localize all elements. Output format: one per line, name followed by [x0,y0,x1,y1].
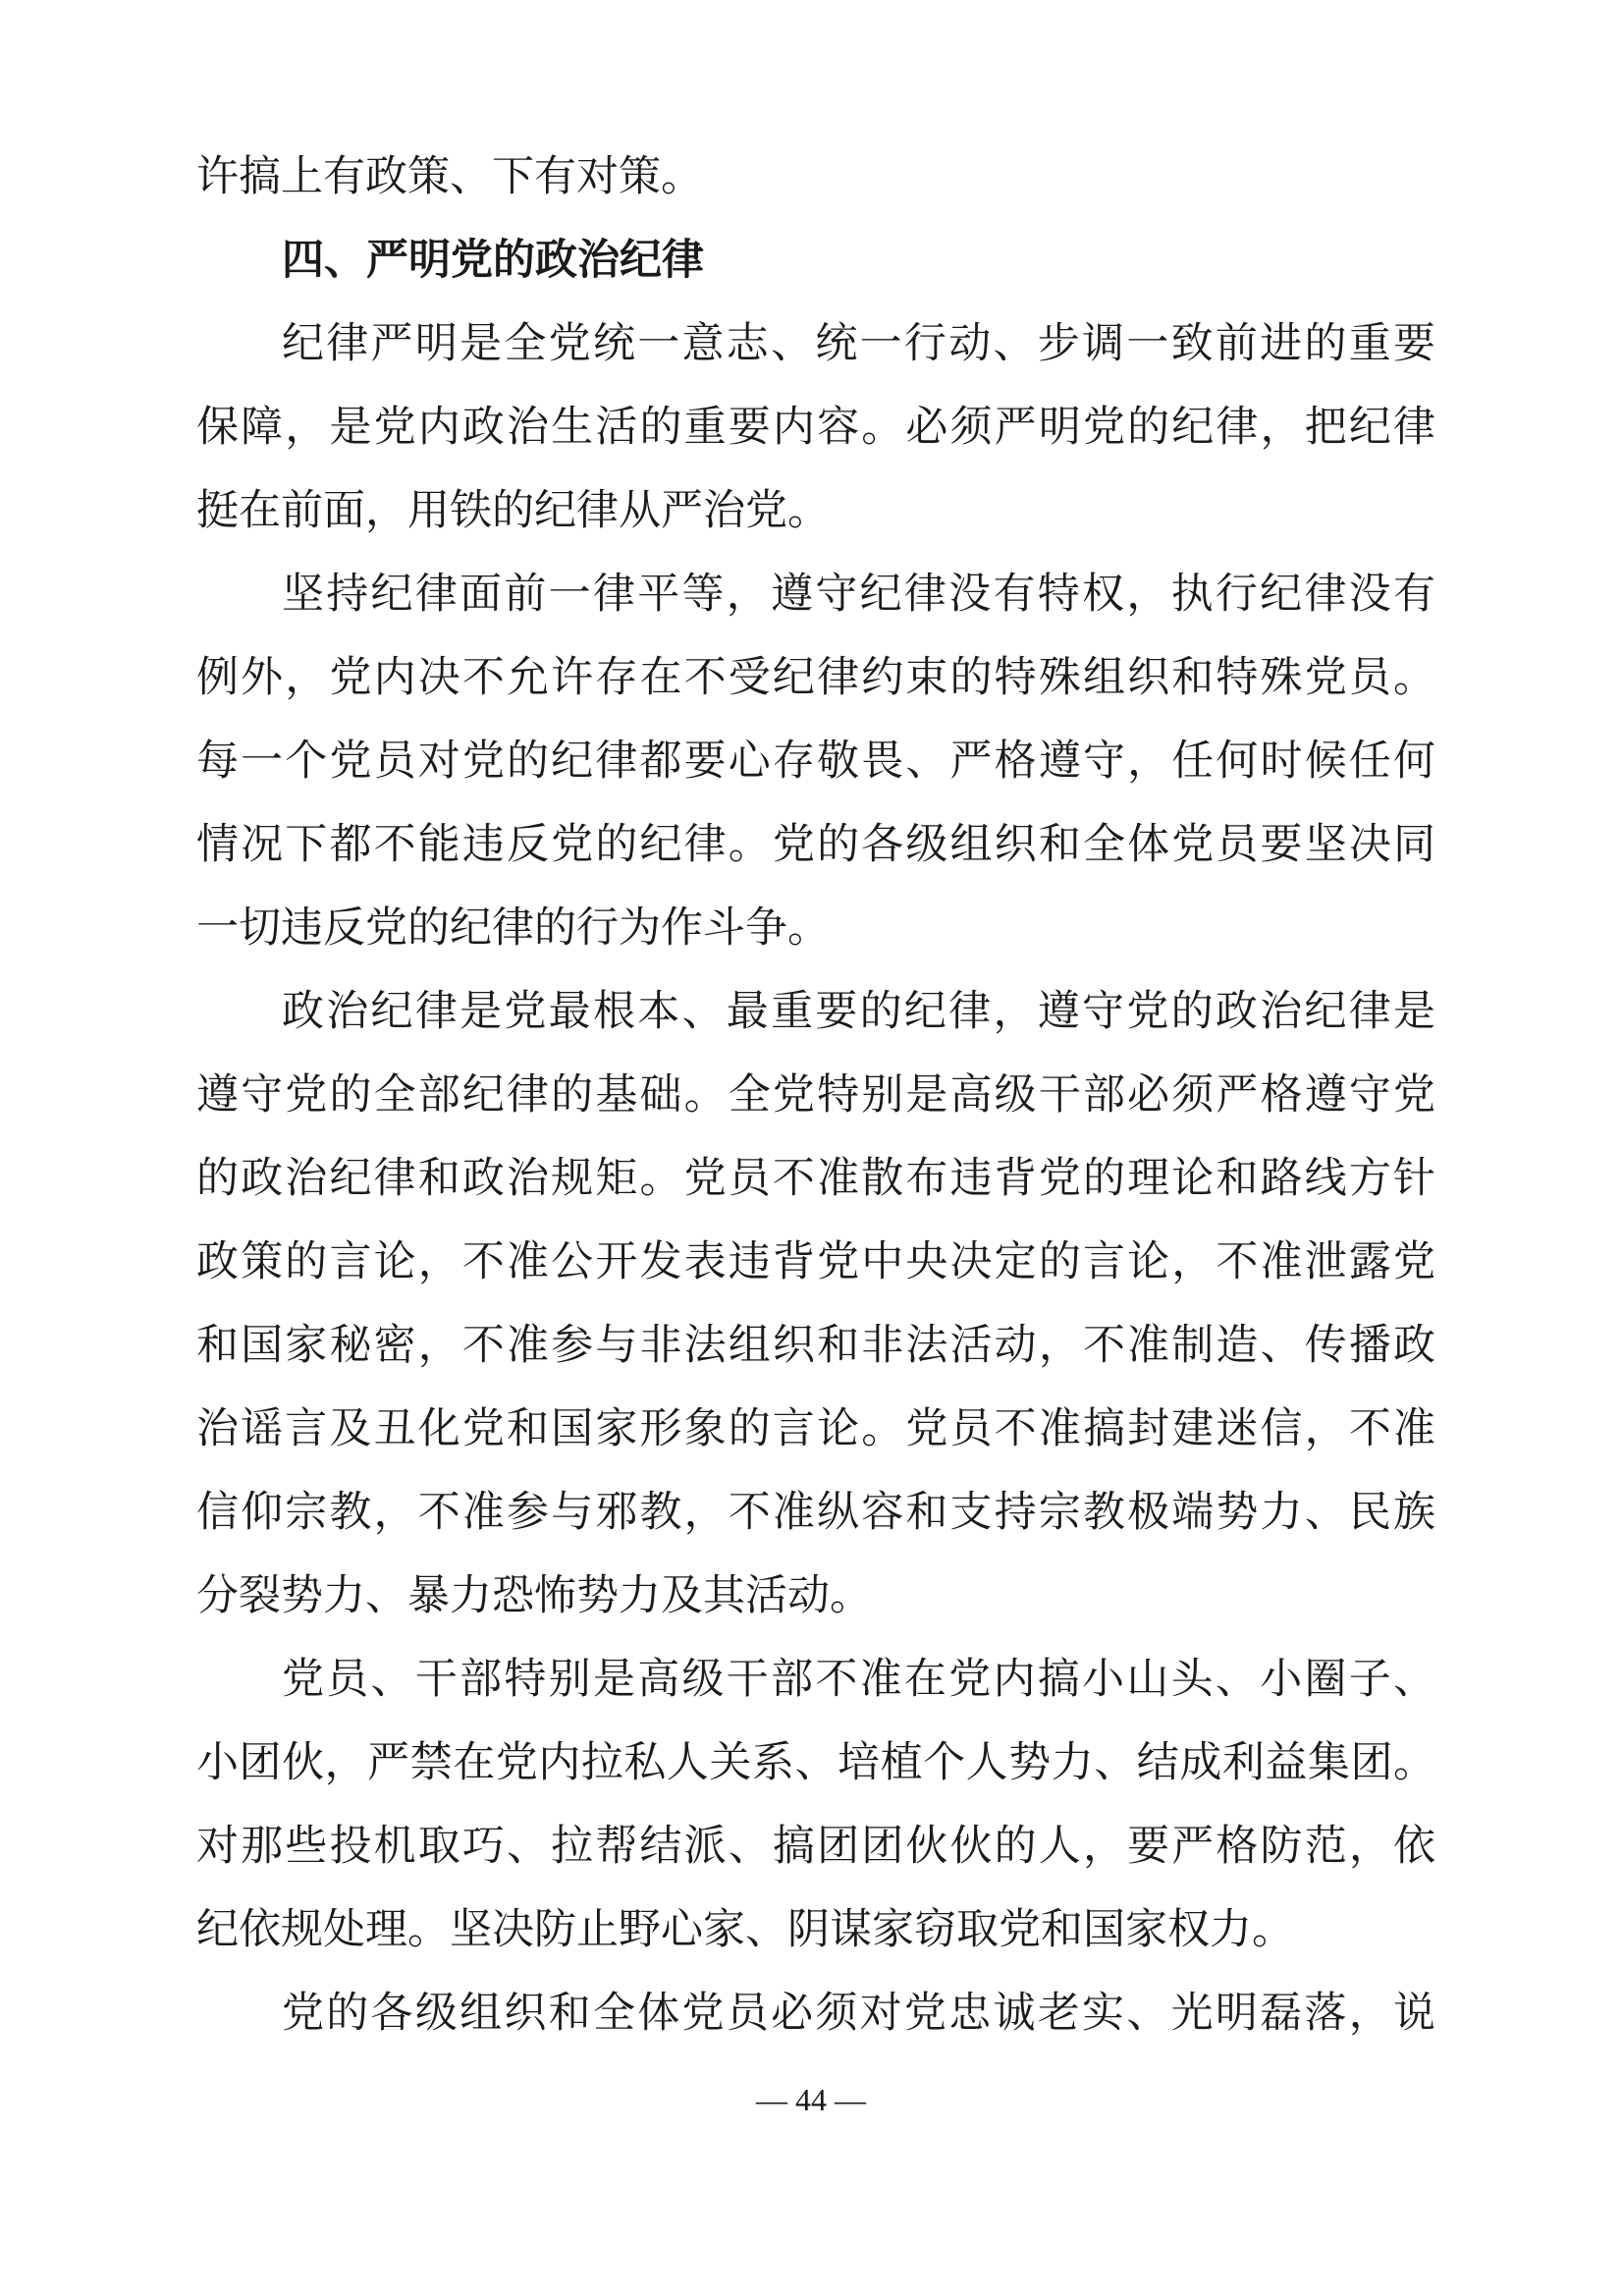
body-line: 党的各级组织和全体党员必须对党忠诚老实、光明磊落，说 [282,1989,1435,2038]
body-line: 情况下都不能违反党的纪律。党的各级组织和全体党员要坚决同 [196,820,1435,869]
body-line: 遵守党的全部纪律的基础。全党特别是高级干部必须严格遵守党 [196,1070,1435,1120]
body-line: 治谣言及丑化党和国家形象的言论。党员不准搞封建迷信，不准 [196,1404,1435,1453]
body-line: 纪律严明是全党统一意志、统一行动、步调一致前进的重要 [282,319,1435,368]
body-line: 许搞上有政策、下有对策。 [196,152,703,201]
body-line: 分裂势力、暴力恐怖势力及其活动。 [196,1571,872,1620]
body-line: 每一个党员对党的纪律都要心存敬畏、严格遵守，任何时候任何 [196,737,1435,786]
page-number: — 44 — [756,2082,866,2117]
body-line: 坚持纪律面前一律平等，遵守纪律没有特权，执行纪律没有 [282,570,1435,619]
body-line: 党员、干部特别是高级干部不准在党内搞小山头、小圈子、 [282,1655,1435,1704]
body-line: 和国家秘密，不准参与非法组织和非法活动，不准制造、传播政 [196,1321,1435,1370]
body-line: 例外，党内决不允许存在不受纪律约束的特殊组织和特殊党员。 [196,653,1435,702]
body-line: 保障，是党内政治生活的重要内容。必须严明党的纪律，把纪律 [196,403,1435,452]
body-line: 纪依规处理。坚决防止野心家、阴谋家窃取党和国家权力。 [196,1905,1294,1954]
body-line: 的政治纪律和政治规矩。党员不准散布违背党的理论和路线方针 [196,1154,1435,1203]
body-line: 对那些投机取巧、拉帮结派、搞团团伙伙的人，要严格防范，依 [196,1822,1435,1871]
body-line: 小团伙，严禁在党内拉私人关系、培植个人势力、结成利益集团。 [196,1738,1435,1787]
body-line: 信仰宗教，不准参与邪教，不准纵容和支持宗教极端势力、民族 [196,1488,1435,1537]
body-line: 政策的言论，不准公开发表违背党中央决定的言论，不准泄露党 [196,1237,1435,1286]
body-line: 一切违反党的纪律的行为作斗争。 [196,903,830,953]
body-line: 挺在前面，用铁的纪律从严治党。 [196,486,830,535]
section-heading: 四、严明党的政治纪律 [282,236,704,285]
body-line: 政治纪律是党最根本、最重要的纪律，遵守党的政治纪律是 [282,987,1435,1036]
